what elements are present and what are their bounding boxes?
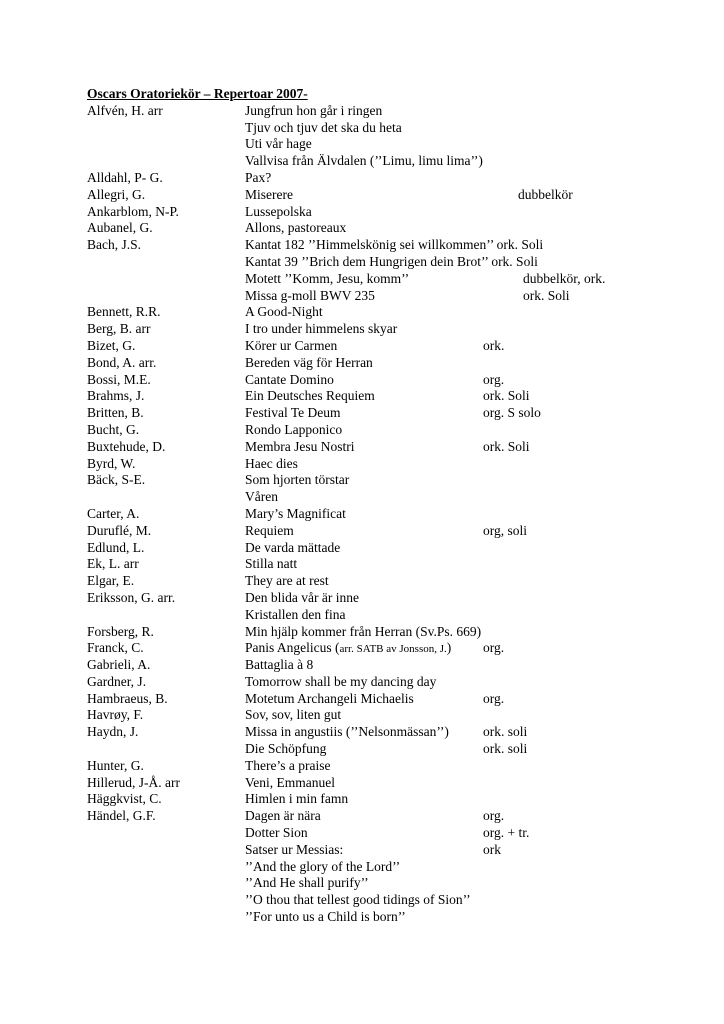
- work-title: [245, 120, 402, 137]
- work-title-text: Jungfrun hon går i ringen: [245, 102, 383, 118]
- repertoire-row: [87, 523, 687, 540]
- work-title: [245, 204, 312, 221]
- work-title: [245, 909, 406, 926]
- work-title: [245, 170, 271, 187]
- work-title-text: Himlen i min famn: [245, 791, 349, 807]
- composer-name: Byrd, W.: [87, 455, 136, 471]
- work-title: [245, 859, 400, 876]
- composer-name: Buxtehude, D.: [87, 438, 166, 454]
- work-title: [245, 523, 294, 540]
- work-title-text: Mary’s Magnificat: [245, 505, 346, 521]
- work-title-text: Veni, Emmanuel: [245, 774, 335, 790]
- work-title: [245, 556, 297, 573]
- work-title-text: Vallvisa från Älvdalen (’’Limu, limu lima’’): [245, 153, 483, 169]
- composer-name: Häggkvist, C.: [87, 791, 162, 807]
- work-title-text: ’’And the glory of the Lord’’: [245, 858, 401, 874]
- repertoire-row: [87, 120, 687, 137]
- performance-note: dubbelkör, ork.: [523, 270, 606, 286]
- work-title: [245, 422, 342, 439]
- work-title: [245, 187, 293, 204]
- work-title-text: Allons, pastoreaux: [245, 220, 347, 236]
- composer-name: Alldahl, P- G.: [87, 169, 163, 185]
- performance-note: ork. Soli: [483, 438, 530, 454]
- repertoire-row: [87, 590, 687, 607]
- repertoire-row: [87, 321, 687, 338]
- work-title-text: They are at rest: [245, 573, 329, 589]
- performance-note: org, soli: [483, 522, 528, 538]
- work-title-text: Bereden väg för Herran: [245, 354, 373, 370]
- work-title: [245, 741, 326, 758]
- work-title-text: Requiem: [245, 522, 294, 538]
- repertoire-row: [87, 355, 687, 372]
- repertoire-row: [87, 607, 687, 624]
- composer-name: Duruflé, M.: [87, 522, 152, 538]
- work-title-text: Festival Te Deum: [245, 405, 341, 421]
- composer-name: Bennett, R.R.: [87, 304, 161, 320]
- repertoire-row: [87, 724, 687, 741]
- work-title-text: Den blida vår är inne: [245, 589, 359, 605]
- repertoire-row: [87, 254, 687, 271]
- work-title-text: Motett ’’Komm, Jesu, komm’’: [245, 270, 410, 286]
- work-title-text: ’’And He shall purify’’: [245, 875, 369, 891]
- composer-name: Eriksson, G. arr.: [87, 589, 176, 605]
- repertoire-row: [87, 791, 687, 808]
- repertoire-row: [87, 170, 687, 187]
- repertoire-row: [87, 674, 687, 691]
- work-title: [245, 372, 334, 389]
- work-title-text: Panis Angelicus (: [245, 640, 340, 656]
- work-title-text: Die Schöpfung: [245, 741, 327, 757]
- composer-name: Franck, C.: [87, 640, 144, 656]
- work-title: [245, 489, 278, 506]
- performance-note: dubbelkör: [518, 186, 573, 202]
- work-title-text: A Good-Night: [245, 304, 323, 320]
- repertoire-row: [87, 220, 687, 237]
- work-title-text: Satser ur Messias:: [245, 841, 344, 857]
- composer-name: Elgar, E.: [87, 573, 135, 589]
- composer-name: Gardner, J.: [87, 673, 147, 689]
- repertoire-row: [87, 439, 687, 456]
- performance-note: ork: [483, 841, 501, 857]
- composer-name: Allegri, G.: [87, 186, 146, 202]
- composer-name: Bach, J.S.: [87, 237, 141, 253]
- performance-note: ork. Soli: [523, 287, 570, 303]
- work-title: [245, 825, 308, 842]
- repertoire-row: [87, 103, 687, 120]
- repertoire-row: [87, 691, 687, 708]
- composer-name: Haydn, J.: [87, 724, 139, 740]
- composer-name: Bossi, M.E.: [87, 371, 151, 387]
- composer-name: Carter, A.: [87, 505, 140, 521]
- composer-name: Händel, G.F.: [87, 808, 156, 824]
- repertoire-row: [87, 875, 687, 892]
- work-title-text: Uti vår hage: [245, 136, 312, 152]
- repertoire-row: [87, 859, 687, 876]
- repertoire-row: [87, 842, 687, 859]
- work-title: [245, 271, 409, 288]
- composer-name: Edlund, L.: [87, 539, 145, 555]
- work-title-text: Rondo Lapponico: [245, 421, 343, 437]
- composer-name: Bäck, S-E.: [87, 472, 146, 488]
- work-title: [245, 691, 414, 708]
- composer-name: Havrøy, F.: [87, 707, 144, 723]
- work-title-text: Kristallen den fina: [245, 606, 346, 622]
- work-title-text: Sov, sov, liten gut: [245, 707, 342, 723]
- work-title-text: ’’For unto us a Child is born’’: [245, 909, 406, 925]
- repertoire-row: [87, 657, 687, 674]
- composer-name: Gabrieli, A.: [87, 657, 151, 673]
- performance-note: ork. Soli: [496, 237, 544, 253]
- repertoire-list: [87, 103, 687, 926]
- repertoire-row: [87, 153, 687, 170]
- composer-name: Brahms, J.: [87, 388, 145, 404]
- work-title-text: Tomorrow shall be my dancing day: [245, 673, 437, 689]
- performance-note: org.: [483, 640, 505, 656]
- work-title: [245, 624, 481, 641]
- repertoire-row: [87, 741, 687, 758]
- composer-name: Ankarblom, N-P.: [87, 203, 179, 219]
- performance-note: org.: [483, 808, 505, 824]
- work-title: [245, 153, 483, 170]
- repertoire-row: [87, 775, 687, 792]
- composer-name: Forsberg, R.: [87, 623, 154, 639]
- repertoire-row: [87, 825, 687, 842]
- composer-name: Bizet, G.: [87, 337, 136, 353]
- work-title: [245, 842, 343, 859]
- composer-name: Hillerud, J-Å. arr: [87, 774, 180, 790]
- work-title: [245, 573, 329, 590]
- work-title: [245, 388, 375, 405]
- repertoire-row: [87, 472, 687, 489]
- work-title: [245, 892, 471, 909]
- work-title-text: Våren: [245, 489, 278, 505]
- page-title: Oscars Oratoriekör – Repertoar 2007-: [87, 86, 308, 101]
- repertoire-row: [87, 892, 687, 909]
- composer-name: Hambraeus, B.: [87, 690, 168, 706]
- work-title-end: ): [446, 640, 452, 656]
- repertoire-row: [87, 909, 687, 926]
- repertoire-page: [87, 86, 687, 926]
- work-title-text: Stilla natt: [245, 556, 298, 572]
- work-title: [245, 775, 335, 792]
- composer-name: Bond, A. arr.: [87, 354, 157, 370]
- performance-note: org. S solo: [483, 405, 541, 421]
- work-title-text: Tjuv och tjuv det ska du heta: [245, 119, 402, 135]
- repertoire-row: [87, 187, 687, 204]
- performance-note: org. + tr.: [483, 825, 530, 841]
- work-title-text: Battaglia à 8: [245, 657, 314, 673]
- work-title-text: I tro under himmelens skyar: [245, 321, 398, 337]
- work-title: [245, 607, 345, 624]
- composer-name: Berg, B. arr: [87, 321, 151, 337]
- work-title-text: Körer ur Carmen: [245, 337, 338, 353]
- work-title: [245, 220, 346, 237]
- repertoire-row: [87, 288, 687, 305]
- repertoire-row: [87, 237, 687, 254]
- repertoire-row: [87, 204, 687, 221]
- work-title: [245, 540, 340, 557]
- work-title-text: Haec dies: [245, 455, 298, 471]
- repertoire-row: [87, 556, 687, 573]
- arrangement-note: arr. SATB av Jonsson, J.: [339, 643, 447, 656]
- work-title: [245, 254, 538, 271]
- performance-note: ork.: [483, 337, 505, 353]
- work-title: [245, 355, 373, 372]
- repertoire-row: [87, 489, 687, 506]
- work-title: [245, 321, 397, 338]
- composer-name: Ek, L. arr: [87, 556, 139, 572]
- work-title-text: Missa in angustiis (’’Nelsonmässan’’): [245, 724, 449, 740]
- repertoire-row: [87, 540, 687, 557]
- repertoire-row: [87, 422, 687, 439]
- performance-note: ork. soli: [483, 724, 528, 740]
- repertoire-row: [87, 271, 687, 288]
- repertoire-row: [87, 808, 687, 825]
- work-title: [245, 758, 330, 775]
- work-title: [245, 136, 312, 153]
- work-title-text: Cantate Domino: [245, 371, 334, 387]
- work-title: [245, 590, 359, 607]
- work-title: [245, 288, 375, 305]
- work-title: [245, 439, 354, 456]
- repertoire-row: [87, 304, 687, 321]
- performance-note: ork. Soli: [491, 253, 538, 269]
- work-title-text: Lussepolska: [245, 203, 312, 219]
- work-title: [245, 338, 337, 355]
- work-title: [245, 472, 349, 489]
- performance-note: org.: [483, 690, 505, 706]
- work-title-text: Missa g-moll BWV 235: [245, 287, 375, 303]
- work-title: [245, 657, 313, 674]
- work-title: [245, 674, 436, 691]
- work-title-text: Miserere: [245, 186, 293, 202]
- work-title-text: Membra Jesu Nostri: [245, 438, 355, 454]
- composer-name: Britten, B.: [87, 405, 144, 421]
- work-title-text: Pax?: [245, 169, 272, 185]
- repertoire-row: [87, 707, 687, 724]
- work-title-text: There’s a praise: [245, 757, 331, 773]
- repertoire-row: [87, 758, 687, 775]
- repertoire-row: [87, 456, 687, 473]
- work-title: [245, 791, 348, 808]
- work-title: [245, 808, 321, 825]
- repertoire-row: [87, 506, 687, 523]
- work-title: [245, 304, 323, 321]
- composer-name: Hunter, G.: [87, 757, 144, 773]
- work-title: [245, 237, 543, 254]
- work-title: [245, 506, 346, 523]
- work-title: [245, 875, 369, 892]
- repertoire-row: [87, 372, 687, 389]
- repertoire-row: [87, 573, 687, 590]
- work-title: [245, 405, 341, 422]
- performance-note: ork. soli: [483, 741, 528, 757]
- repertoire-row: [87, 624, 687, 641]
- work-title-text: Kantat 39 ’’Brich dem Hungrigen dein Brot’’: [245, 253, 488, 269]
- repertoire-row: [87, 405, 687, 422]
- work-title: [245, 640, 451, 658]
- work-title-text: Dagen är nära: [245, 808, 321, 824]
- repertoire-row: [87, 640, 687, 657]
- repertoire-row: [87, 388, 687, 405]
- work-title-text: ’’O thou that tellest good tidings of Sion’’: [245, 892, 471, 908]
- work-title-text: Ein Deutsches Requiem: [245, 388, 375, 404]
- work-title-text: Min hjälp kommer från Herran (Sv.Ps. 669): [245, 623, 482, 639]
- work-title: [245, 724, 449, 741]
- work-title-text: Dotter Sion: [245, 825, 308, 841]
- performance-note: org.: [483, 371, 505, 387]
- work-title-text: Motetum Archangeli Michaelis: [245, 690, 414, 706]
- work-title: [245, 456, 298, 473]
- composer-name: Bucht, G.: [87, 421, 140, 437]
- performance-note: ork. Soli: [483, 388, 530, 404]
- work-title: [245, 103, 382, 120]
- repertoire-row: [87, 338, 687, 355]
- work-title: [245, 707, 341, 724]
- composer-name: Aubanel, G.: [87, 220, 153, 236]
- repertoire-row: [87, 136, 687, 153]
- work-title-text: Som hjorten törstar: [245, 472, 350, 488]
- work-title-text: De varda mättade: [245, 539, 341, 555]
- composer-name: Alfvén, H. arr: [87, 102, 163, 118]
- work-title-text: Kantat 182 ’’Himmelskönig sei willkommen’’: [245, 237, 494, 253]
